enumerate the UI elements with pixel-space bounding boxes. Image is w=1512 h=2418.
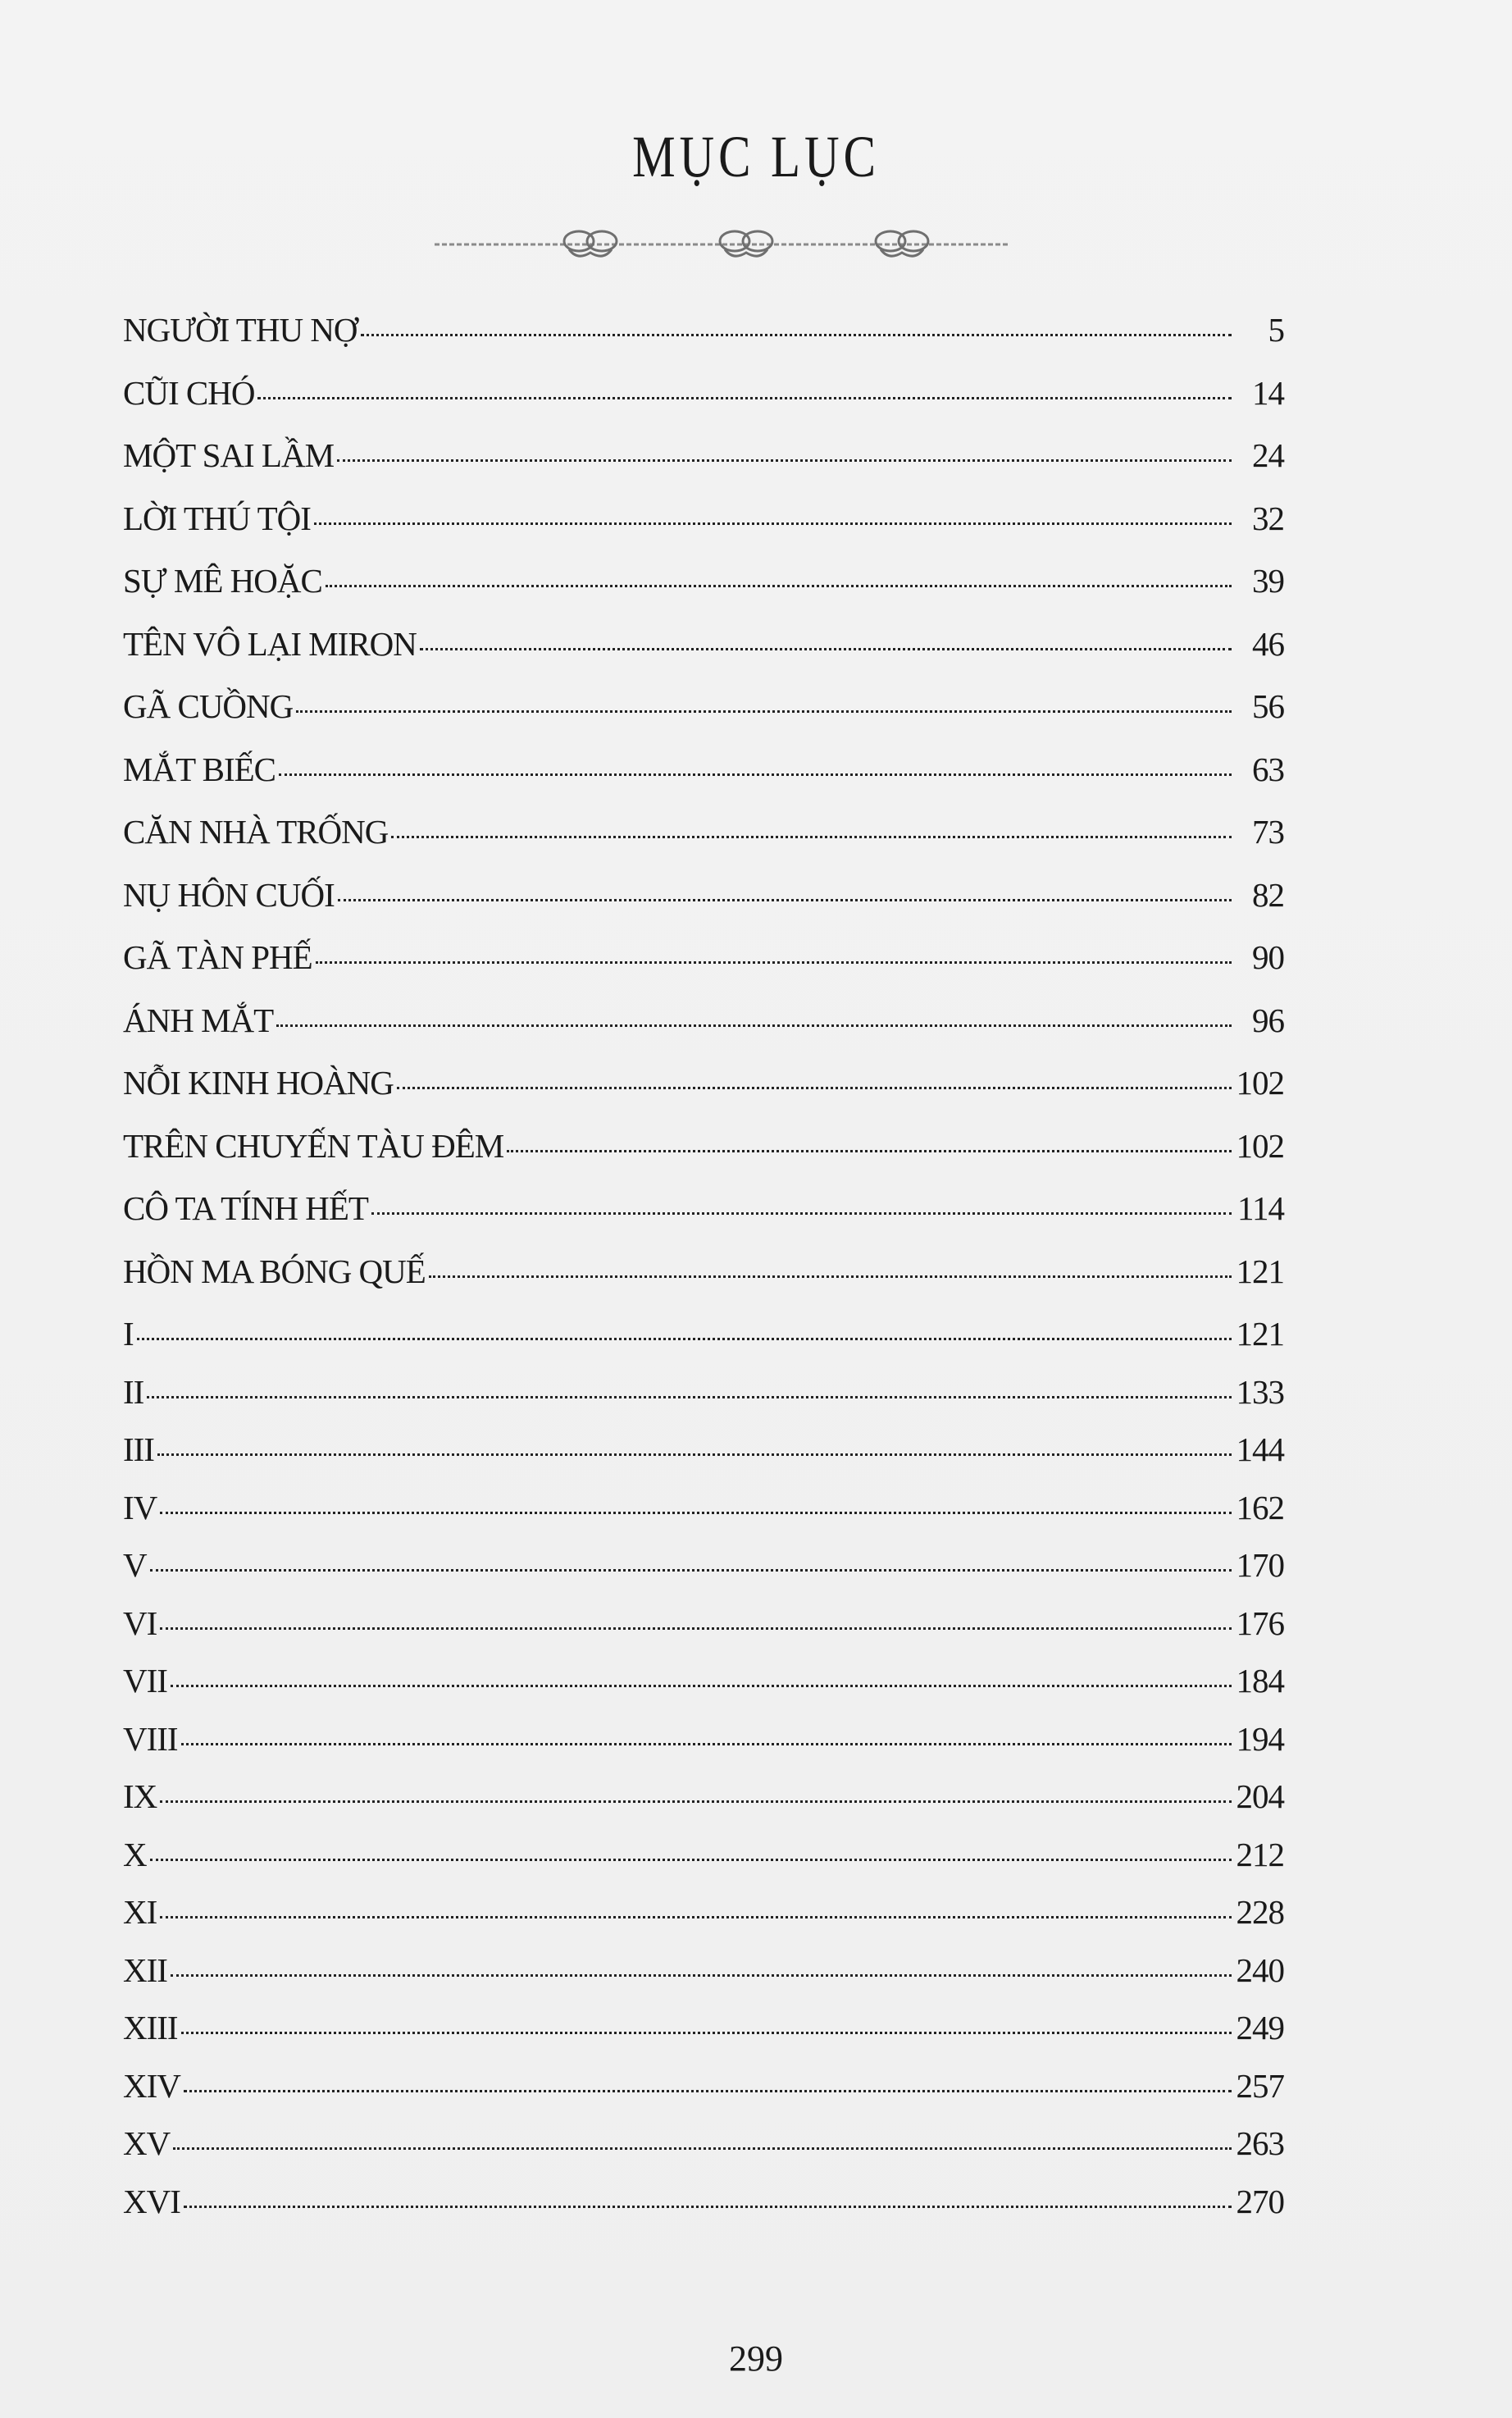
toc-entry-title: GÃ CUỒNG [123,687,294,725]
toc-entry[interactable] [123,2066,1284,2124]
toc-entry-title: XV [123,2124,171,2162]
toc-entry-title: XII [123,1950,167,1989]
toc-entry-page-number: 32 [1252,499,1284,537]
toc-entry-page-number: 249 [1236,2009,1284,2046]
toc-entry-page-number: 257 [1236,2066,1284,2105]
dot-leader [316,961,1232,964]
toc-entry[interactable] [123,1001,1284,1064]
toc-entry-title: SỰ MÊ HOẶC [123,562,322,600]
dot-leader [160,1800,1232,1803]
toc-entry[interactable] [123,373,1284,436]
dot-leader [338,899,1232,901]
toc-entry[interactable] [123,1188,1284,1252]
toc-entry-page-number: 212 [1236,1835,1284,1873]
dot-leader [420,648,1232,650]
toc-entry-page-number: 184 [1236,1662,1284,1699]
toc-entry[interactable] [123,812,1284,875]
toc-entry[interactable] [123,1950,1284,2009]
dot-leader [160,1916,1232,1918]
toc-entry-page-number: 39 [1252,562,1284,600]
dot-leader [160,1512,1232,1514]
rope-knot-divider-icon [435,220,1009,269]
dot-leader [150,1569,1232,1572]
dot-leader [171,1685,1232,1687]
toc-entry[interactable] [123,1892,1284,1950]
toc-entry[interactable] [123,687,1284,750]
toc-entry-page-number: 63 [1252,750,1284,788]
dot-leader [361,334,1232,336]
toc-entry[interactable] [123,2124,1284,2182]
dot-leader [337,459,1232,462]
toc-entry-page-number: 5 [1268,311,1284,349]
toc-entry[interactable] [123,750,1284,813]
dot-leader [507,1150,1232,1152]
table-of-contents [123,310,1284,2239]
toc-entry-page-number: 176 [1236,1604,1284,1642]
toc-entry-page-number: 204 [1236,1777,1284,1815]
dot-leader [397,1087,1232,1089]
toc-entry-page-number: 144 [1236,1430,1284,1468]
toc-entry[interactable] [123,499,1284,562]
toc-entry[interactable] [123,1430,1284,1488]
dot-leader [181,2032,1232,2034]
toc-entry-page-number: 14 [1252,373,1284,412]
toc-entry[interactable] [123,1604,1284,1662]
toc-entry-title: NGƯỜI THU NỢ [123,311,358,349]
dot-leader [326,585,1232,587]
toc-entry-page-number: 56 [1252,687,1284,725]
dot-leader [429,1275,1232,1278]
toc-entry[interactable] [123,436,1284,499]
toc-entry-title: CŨI CHÓ [123,373,255,412]
toc-entry-title: TÊN VÔ LẠI MIRON [123,624,417,663]
toc-entry-page-number: 162 [1236,1488,1284,1526]
dot-leader [279,773,1232,776]
toc-entry-title: VI [123,1604,157,1642]
toc-entry-title: III [123,1430,154,1468]
toc-entry[interactable] [123,1661,1284,1719]
toc-entry[interactable] [123,1545,1284,1604]
toc-entry[interactable] [123,1252,1284,1315]
toc-entry-page-number: 240 [1236,1950,1284,1989]
dot-leader [276,1024,1232,1027]
toc-entry-title: HỒN MA BÓNG QUẾ [123,1252,426,1290]
toc-entry-title: NỖI KINH HOÀNG [123,1064,394,1102]
dot-leader [150,1859,1232,1861]
toc-entry-title: XIV [123,2066,180,2105]
toc-entry-title: MỘT SAI LẦM [123,436,335,474]
toc-entry-page-number: 194 [1236,1719,1284,1758]
toc-entry-title: VII [123,1662,167,1699]
toc-entry-title: XVI [123,2182,180,2220]
dot-leader [314,522,1232,525]
toc-entry-page-number: 90 [1252,938,1284,976]
toc-entry-title: TRÊN CHUYẾN TÀU ĐÊM [123,1126,504,1165]
toc-entry-page-number: 73 [1252,813,1284,851]
toc-entry[interactable] [123,561,1284,624]
toc-entry[interactable] [123,310,1284,373]
dot-leader [371,1212,1232,1215]
toc-entry-title: XIII [123,2009,178,2046]
dot-leader [160,1627,1232,1630]
toc-entry[interactable] [123,1314,1284,1372]
toc-entry-title: CĂN NHÀ TRỐNG [123,813,389,851]
toc-entry[interactable] [123,1488,1284,1546]
toc-entry-page-number: 228 [1236,1893,1284,1931]
toc-entry[interactable] [123,1372,1284,1430]
dot-leader [157,1453,1232,1456]
dot-leader [184,2206,1232,2208]
toc-entry-title: ÁNH MẮT [123,1001,274,1039]
toc-entry-page-number: 102 [1236,1126,1284,1165]
toc-entry-title: CÔ TA TÍNH HẾT [123,1189,368,1227]
dot-leader [173,2147,1232,2150]
toc-entry-title: NỤ HÔN CUỐI [123,875,335,914]
dot-leader [257,397,1232,399]
toc-entry-title: VIII [123,1719,178,1758]
toc-entry[interactable] [123,1719,1284,1777]
toc-entry-title: GÃ TÀN PHẾ [123,938,312,976]
dot-leader [391,836,1232,838]
page-number: 299 [729,2338,783,2379]
toc-entry-page-number: 114 [1237,1189,1284,1227]
dot-leader [171,1974,1232,1977]
toc-entry-title: II [123,1372,144,1411]
toc-entry-page-number: 263 [1236,2124,1284,2162]
toc-entry-title: LỜI THÚ TỘI [123,499,311,537]
toc-entry-title: I [123,1315,134,1353]
toc-entry-page-number: 82 [1252,875,1284,914]
toc-entry[interactable] [123,2182,1284,2240]
toc-entry-page-number: 133 [1236,1372,1284,1411]
toc-entry-page-number: 96 [1252,1001,1284,1039]
toc-entry-title: XI [123,1893,157,1931]
page-title: MỤC LỤC [632,124,880,189]
toc-entry-page-number: 102 [1236,1064,1284,1102]
toc-entry[interactable] [123,624,1284,687]
dot-leader [181,1743,1232,1745]
toc-entry[interactable] [123,1126,1284,1189]
toc-entry-title: IV [123,1488,157,1526]
toc-entry[interactable] [123,875,1284,938]
toc-entry[interactable] [123,938,1284,1001]
toc-entry[interactable] [123,1835,1284,1893]
dot-leader [184,2090,1232,2092]
toc-entry-title: V [123,1546,147,1584]
dot-leader [147,1396,1232,1398]
toc-entry-title: X [123,1835,147,1873]
toc-entry-title: IX [123,1777,157,1815]
toc-entry[interactable] [123,1777,1284,1835]
toc-entry[interactable] [123,1063,1284,1126]
toc-entry-title: MẮT BIẾC [123,750,276,788]
toc-entry[interactable] [123,2008,1284,2066]
toc-entry-page-number: 121 [1236,1252,1284,1290]
toc-entry-page-number: 121 [1236,1315,1284,1353]
dot-leader [296,710,1232,713]
dot-leader [137,1338,1232,1340]
toc-entry-page-number: 270 [1236,2182,1284,2220]
toc-entry-page-number: 46 [1252,624,1284,663]
toc-entry-page-number: 24 [1252,436,1284,474]
toc-entry-page-number: 170 [1236,1546,1284,1584]
